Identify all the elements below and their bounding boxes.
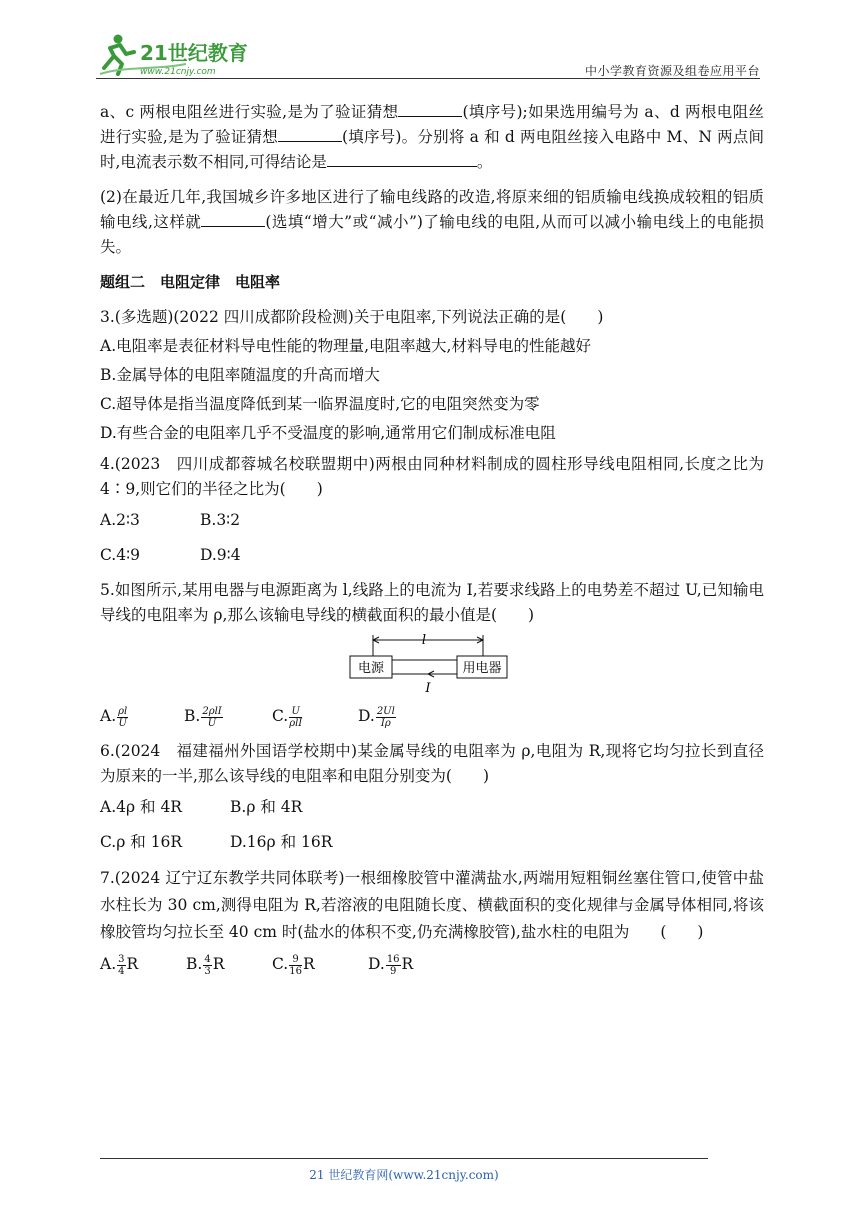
question-2-continued-part1: a、c 两根电阻丝进行实验,是为了验证猜想 (填序号);如果选用编号为 a、d 两根电阻丝进行实验,是为了验证猜想 (填序号)。分别将 a 和 d 两电阻丝接入电路中 M、N 两点间时,电流表示数不相同,可得结论是 。: [100, 103, 764, 171]
question-5-option-b: B. $\frac{\text{2ρlI}}{U}$: [184, 705, 222, 729]
section-title: 题组二 电阻定律 电阻率: [100, 273, 281, 291]
question-5-options: [100, 704, 764, 729]
question-6-option-a: A.4ρ 和 4R: [100, 798, 182, 816]
answer-blank: [327, 152, 477, 167]
document-body: [100, 100, 764, 987]
svg-text:21世纪教育: 21世纪教育: [140, 41, 248, 65]
question-5-option-c: C. $\frac{U}{\text{ρlI}}$: [272, 705, 303, 729]
header-divider: [96, 78, 760, 79]
question-7-stem: 7.(2024 辽宁辽东教学共同体联考)一根细橡胶管中灌满盐水,两端用短粗铜丝塞住管口,使管中盐水柱长为 30 cm,测得电阻为 R,若溶液的电阻随长度、横截面积的变化规律与金属导体相同,将该橡胶管均匀拉长至 40 cm 时(盐水的体积不变,仍充满橡胶管),盐水柱的电阻为 ( ): [100, 869, 764, 941]
question-5-option-a: A. $\frac{\rho l}{U}$: [100, 705, 128, 729]
page-header: [96, 30, 760, 82]
load-label: 用电器: [462, 661, 502, 676]
question-6-option-b: B.ρ 和 4R: [230, 798, 303, 816]
question-6-options-row2: [100, 830, 764, 855]
footer-divider: [100, 1158, 708, 1159]
question-7-option-d: D. $\frac{16}{9}$ R: [368, 953, 414, 977]
question-6-option-c: C.ρ 和 16R: [100, 833, 183, 851]
question-4-options-row1: [100, 508, 764, 533]
question-6-stem: 6.(2024 福建福州外国语学校期中)某金属导线的电阻率为 ρ,电阻为 R,现将它均匀拉长到直径为原来的一半,那么该导线的电阻率和电阻分别变为( ): [100, 742, 764, 785]
answer-blank: [398, 102, 462, 117]
length-label: l: [421, 633, 427, 648]
question-4-stem: 4.(2023 四川成都蓉城名校联盟期中)两根由同种材料制成的圆柱形导线电阻相同,长度之比为 4∶9,则它们的半径之比为( ): [100, 455, 764, 498]
question-3-option-b: B.金属导体的电阻率随温度的升高而增大: [100, 366, 380, 384]
answer-blank: [278, 127, 342, 142]
question-5-stem: 5.如图所示,某用电器与电源距离为 l,线路上的电流为 I,若要求线路上的电势差不超过 U,已知输电导线的电阻率为 ρ,那么该输电导线的横截面积的最小值是( ): [100, 581, 764, 624]
question-4-options-row2: [100, 543, 764, 568]
page-footer: 21 世纪教育网(www.21cnjy.com): [309, 1168, 499, 1182]
question-6-options-row1: [100, 795, 764, 820]
question-7-options: [100, 952, 764, 977]
circuit-figure: [100, 632, 764, 696]
question-4-option-d: D.9∶4: [200, 546, 241, 564]
question-6-option-d: D.16ρ 和 16R: [230, 833, 333, 851]
site-logo: [96, 30, 266, 80]
question-7-option-c: C. $\frac{9}{16}$ R: [272, 953, 315, 977]
question-3-option-a: A.电阻率是表征材料导电性能的物理量,电阻率越大,材料导电的性能越好: [100, 337, 591, 355]
question-7-option-a: A. $\frac{3}{4}$ R: [100, 953, 139, 977]
question-7-option-b: B. $\frac{4}{3}$ R: [186, 953, 225, 977]
question-5-option-d: D. $\frac{2Ul}{I\rho}$: [358, 705, 395, 729]
question-4-option-b: B.3∶2: [200, 511, 241, 529]
question-4-option-c: C.4∶9: [100, 546, 140, 564]
question-2-part2: (2)在最近几年,我国城乡许多地区进行了输电线路的改造,将原来细的铝质输电线换成较粗的铝质输电线,这样就 (选填“增大”或“减小”)了输电线的电阻,从而可以减小输电线上的电能损失。: [100, 188, 764, 256]
question-3-option-c: C.超导体是指当温度降低到某一临界温度时,它的电阻突然变为零: [100, 395, 540, 413]
question-4-option-a: A.2∶3: [100, 511, 140, 529]
platform-name: 中小学教育资源及组卷应用平台: [584, 64, 760, 78]
answer-blank: [201, 212, 265, 227]
current-label: I: [425, 681, 431, 696]
svg-text:www.21cnjy.com: www.21cnjy.com: [140, 67, 216, 77]
question-3-option-d: D.有些合金的电阻率几乎不受温度的影响,通常用它们制成标准电阻: [100, 424, 556, 442]
power-source-label: 电源: [357, 661, 385, 676]
question-3-stem: 3.(多选题)(2022 四川成都阶段检测)关于电阻率,下列说法正确的是( ): [100, 308, 604, 326]
